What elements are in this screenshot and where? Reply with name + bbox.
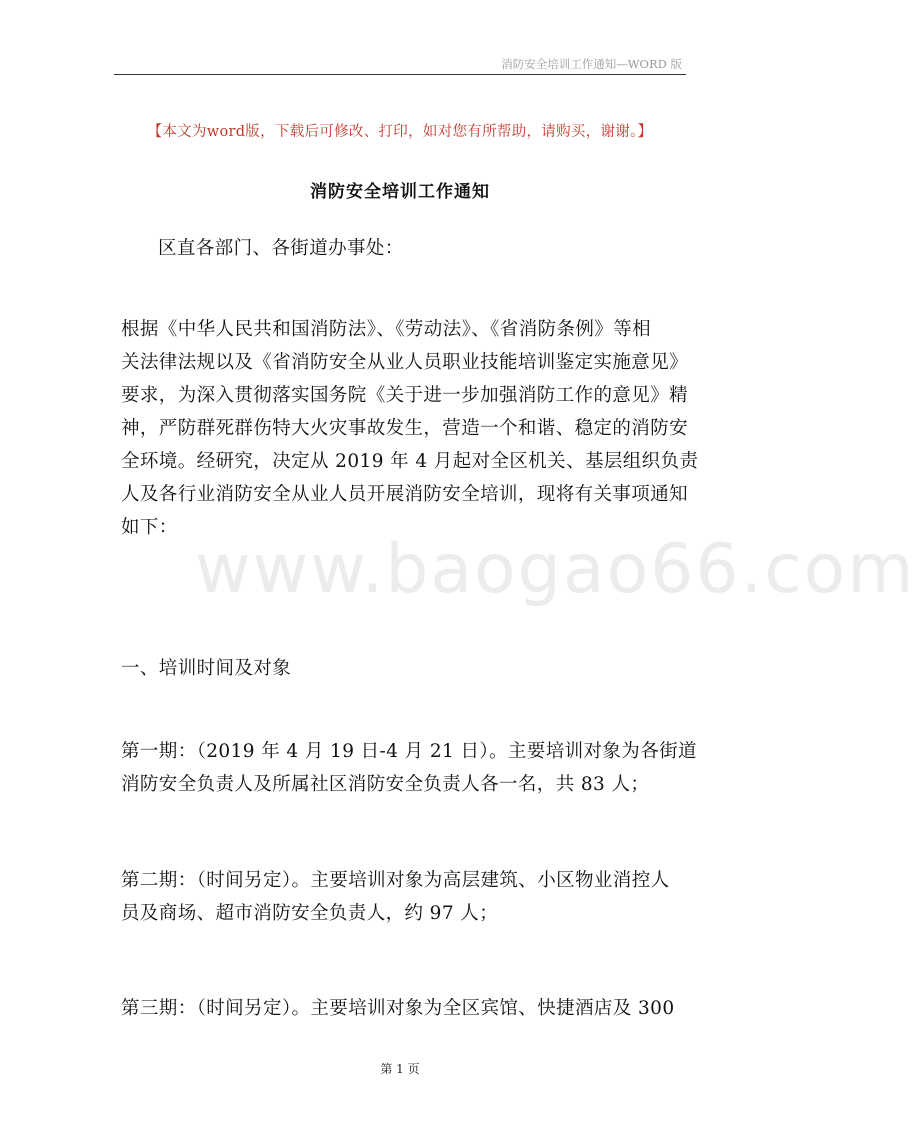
phase-line: 第一期：（2019 年 4 月 19 日-4 月 21 日）。主要培训对象为各街道 (121, 741, 697, 762)
phase-line: 第二期：（时间另定）。主要培训对象为高层建筑、小区物业消控人 (121, 870, 670, 891)
paragraph-line: 全环境。经研究，决定从 2019 年 4 月起对全区机关、基层组织负责 (121, 451, 699, 472)
phase-3 (121, 992, 681, 1025)
paragraph-line: 要求，为深入贯彻落实国务院《关于进一步加强消防工作的意见》精 (121, 385, 689, 406)
phase-line: 消防安全负责人及所属社区消防安全负责人各一名，共 83 人； (121, 774, 650, 795)
salutation (158, 232, 718, 265)
salutation-text: 区直各部门、各街道办事处： (158, 238, 404, 259)
paragraph-line: 根据《中华人民共和国消防法》、《劳动法》、《省消防条例》等相 (121, 319, 652, 340)
phase-line: 第三期：（时间另定）。主要培训对象为全区宾馆、快捷酒店及 300 (121, 998, 675, 1019)
section-heading (121, 652, 681, 685)
running-header: 消防安全培训工作通知—WORD 版 (501, 57, 682, 71)
paragraph-intro (121, 313, 699, 544)
header-divider (114, 74, 686, 75)
document-title: 消防安全培训工作通知 (310, 182, 490, 202)
paragraph-line: 如下： (121, 517, 178, 538)
watermark: www.baogao66.com (195, 530, 915, 609)
section-heading-text: 一、培训时间及对象 (121, 658, 292, 679)
phase-1 (121, 735, 697, 801)
phase-2 (121, 864, 681, 930)
paragraph-line: 神，严防群死群伤特大火灾事故发生，营造一个和谐、稳定的消防安 (121, 418, 689, 439)
page-number: 第 1 页 (380, 1062, 420, 1076)
purchase-notice: 【本文为word版，下载后可修改、打印，如对您有所帮助，请购买，谢谢。】 (147, 124, 653, 140)
paragraph-line: 人及各行业消防安全从业人员开展消防安全培训，现将有关事项通知 (121, 484, 689, 505)
phase-line: 员及商场、超市消防安全负责人，约 97 人； (121, 903, 499, 924)
paragraph-line: 关法律法规以及《省消防安全从业人员职业技能培训鉴定实施意见》 (121, 352, 689, 373)
